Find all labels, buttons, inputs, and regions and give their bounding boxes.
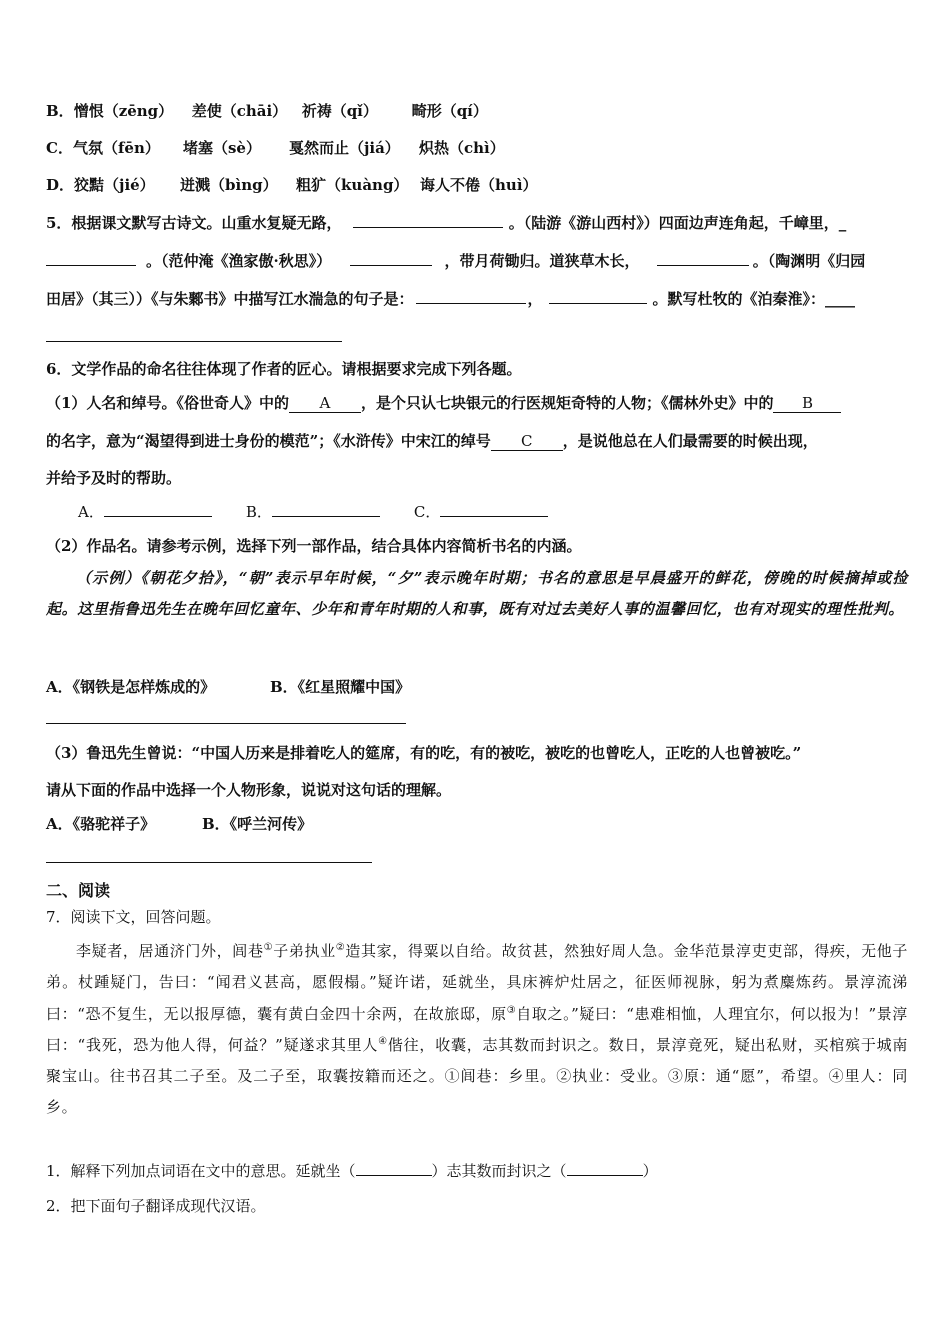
answer-blank[interactable] bbox=[272, 500, 380, 517]
answer-line[interactable] bbox=[46, 341, 342, 342]
q6-text: ，是说他总在人们最需要的时候出现， bbox=[562, 432, 818, 450]
footnote-mark: ② bbox=[335, 942, 346, 953]
sub-question-2: 2．把下面句子翻译成现代汉语。 bbox=[46, 1197, 266, 1215]
q5-text: 。（范仲淹《渔家傲·秋思》） bbox=[146, 252, 332, 270]
option-item: 粗犷（kuàng） bbox=[296, 176, 409, 194]
option-b-row bbox=[46, 100, 488, 122]
option-b: B．《呼兰河传》 bbox=[202, 815, 313, 833]
q5-line-1 bbox=[46, 211, 846, 234]
answer-blank[interactable] bbox=[353, 211, 503, 228]
passage-text: 李疑者，居通济门外，闾巷 bbox=[76, 942, 264, 960]
answer-blank[interactable] bbox=[440, 500, 548, 517]
q5-text: 5．根据课文默写古诗文。山重水复疑无路， bbox=[46, 214, 342, 232]
q-text: ）志其数而封识之（ bbox=[431, 1162, 567, 1180]
q-text: 1．解释下列加点词语在文中的意思。延就坐（ bbox=[46, 1162, 356, 1180]
answer-blank[interactable] bbox=[657, 249, 749, 266]
option-item: 憎恨（zēng） bbox=[73, 102, 174, 120]
option-a: A．《钢铁是怎样炼成的》 bbox=[46, 678, 216, 696]
q5-line-3 bbox=[46, 287, 855, 310]
option-item: 祈祷（qǐ） bbox=[301, 102, 378, 120]
option-item: 炽热（chì） bbox=[418, 139, 505, 157]
answer-line[interactable] bbox=[46, 862, 372, 863]
answer-blank[interactable] bbox=[46, 249, 136, 266]
option-a: A．《骆驼祥子》 bbox=[46, 815, 156, 833]
q-text: ） bbox=[642, 1162, 658, 1180]
q6-part3-line1: （3）鲁迅先生曾说：“中国人历来是排着吃人的筵席，有的吃，有的被吃，被吃的也曾吃人，正吃的人也曾被吃。” bbox=[46, 744, 802, 762]
answer-blank[interactable] bbox=[567, 1159, 643, 1176]
reading-passage bbox=[46, 936, 908, 1124]
q6-part2-example: （示例）《朝花夕拾》，“朝”表示早年时候，“夕”表示晚年时期；书名的意思是早晨盛开的鲜花，傍晚的时候摘掉或捡起。这里指鲁迅先生在晚年回忆童年、少年和青年时期的人和事，既有对过去美好人事的温馨回忆，也有对现实的理性批判。 bbox=[46, 569, 908, 618]
option-item: 堵塞（sè） bbox=[182, 139, 261, 157]
answer-line[interactable] bbox=[46, 723, 406, 724]
answer-blank[interactable] bbox=[104, 500, 212, 517]
option-item: 狡黠（jié） bbox=[74, 176, 155, 194]
q6-part2-title: （2）作品名。请参考示例，选择下列一部作品，结合具体内容简析书名的内涵。 bbox=[46, 537, 582, 555]
fillin-b: B bbox=[773, 394, 841, 413]
sub-question-1 bbox=[46, 1159, 658, 1182]
option-b: B．《红星照耀中国》 bbox=[270, 678, 411, 696]
answer-blank[interactable] bbox=[350, 249, 432, 266]
q6-title: 6．文学作品的命名往往体现了作者的匠心。请根据要求完成下列各题。 bbox=[46, 360, 522, 378]
q5-text: 。（陆游《游山西村》）四面边声连角起，千嶂里，_ bbox=[508, 214, 847, 232]
q6-part3-options bbox=[46, 813, 312, 835]
q5-text: 。默写杜牧的《泊秦淮》：____ bbox=[652, 290, 856, 308]
passage-text: 子弟执业 bbox=[273, 942, 336, 960]
q6-answer-row bbox=[78, 500, 548, 523]
answer-label-a: A． bbox=[78, 503, 104, 521]
q6-part3-line2: 请从下面的作品中选择一个人物形象，说说对这句话的理解。 bbox=[46, 781, 452, 799]
option-letter: C． bbox=[46, 139, 73, 157]
q5-text: ，带月荷锄归。道狭草木长， bbox=[444, 252, 640, 270]
footnote-mark: ③ bbox=[506, 1004, 517, 1016]
answer-label-b: B． bbox=[245, 503, 272, 521]
passage-text: 造其家，得粟以自给。故贫甚，然独好周人急。金华范景淳吏吏部，得疾，无他子弟。杖踵疑门，告曰：“闻君义甚高，愿假榻。”疑许诺，延就坐，具床裤炉灶居之，征医师视脉，躬为煮麋炼药。景淳流涕曰：“恐不复生，无以报厚德，囊有黄白金四十余两，在故旅邸，原 bbox=[46, 942, 909, 1023]
q5-line-2 bbox=[46, 249, 865, 272]
q6-text: 的名字，意为“渴望得到进士身份的模范”；《水浒传》中宋江的绰号 bbox=[46, 432, 491, 450]
q6-part2-options bbox=[46, 676, 410, 698]
option-c-row bbox=[46, 137, 505, 159]
answer-blank[interactable] bbox=[416, 287, 526, 304]
section-heading: 二、阅读 bbox=[46, 881, 111, 900]
option-letter: B． bbox=[46, 102, 74, 120]
option-item: 畸形（qí） bbox=[411, 102, 488, 120]
q5-text: 。（陶渊明《归园 bbox=[752, 252, 866, 270]
option-item: 迸溅（bìng） bbox=[180, 176, 278, 194]
option-item: 差使（chāi） bbox=[191, 102, 288, 120]
option-item: 气氛（fēn） bbox=[72, 139, 160, 157]
option-item: 戛然而止（jiá） bbox=[288, 139, 400, 157]
option-item: 诲人不倦（huì） bbox=[420, 176, 538, 194]
q7-title: 7．阅读下文，回答问题。 bbox=[46, 908, 221, 926]
footnote-mark: ④ bbox=[378, 1035, 388, 1047]
q6-text: （1）人名和绰号。《俗世奇人》中的 bbox=[46, 394, 289, 412]
fillin-a: A bbox=[289, 394, 361, 413]
q6-part1-line1 bbox=[46, 392, 841, 414]
q6-part1-line2 bbox=[46, 430, 818, 452]
q6-part1-line3: 并给予及时的帮助。 bbox=[46, 469, 182, 487]
option-letter: D． bbox=[46, 176, 75, 194]
q5-text: 田居》（其三））《与朱鄹书》中描写江水湍急的句子是： bbox=[46, 290, 414, 308]
q5-text: ， bbox=[527, 290, 543, 308]
q6-text: ，是个只认七块银元的行医规矩奇特的人物；《儒林外史》中的 bbox=[360, 394, 774, 412]
fillin-c: C bbox=[491, 432, 563, 451]
passage-text: 自取之。”疑曰：“患难相恤，人理宜尔，何以报为！”景淳曰：“我死，恐为他人得，何益？”疑遂求其里人 bbox=[46, 1004, 908, 1054]
answer-label-c: C． bbox=[413, 503, 441, 521]
footnote-mark: ① bbox=[263, 942, 274, 953]
answer-blank[interactable] bbox=[356, 1159, 432, 1176]
option-d-row bbox=[46, 174, 538, 196]
passage-text: 偕往，收囊，志其数而封识之。数日，景淳竟死，疑出私财，买棺殡于城南聚宝山。往书召其二子至。及二子至，取囊按籍而还之。①闾巷：乡里。②执业：受业。③原：通“愿”，希望。④里人：同乡。 bbox=[46, 1035, 908, 1117]
answer-blank[interactable] bbox=[549, 287, 647, 304]
